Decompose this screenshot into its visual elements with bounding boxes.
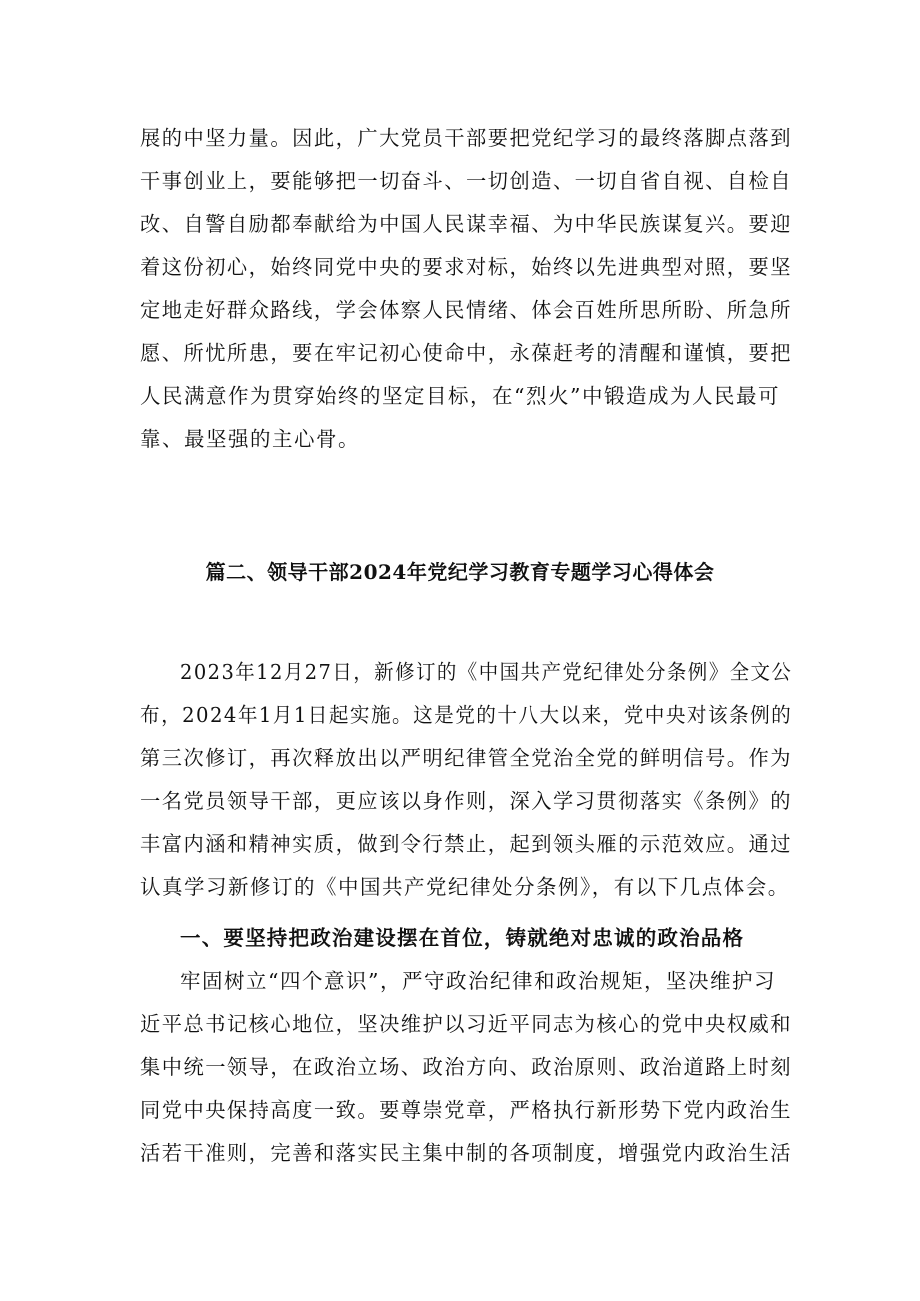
paragraph-line: 定地走好群众路线，学会体察人民情绪、体会百姓所思所盼、所急所 xyxy=(140,298,793,322)
paragraph-line: 展的中坚力量。因此，广大党员干部要把党纪学习的最终落脚点落到 xyxy=(140,126,793,150)
paragraph-line: 2023年12月27日，新修订的《中国共产党纪律处分条例》全文公 xyxy=(180,660,793,684)
paragraph-line: 第三次修订，再次释放出以严明纪律管全党治全党的鲜明信号。作为 xyxy=(140,746,793,770)
paragraph-line: 干事创业上，要能够把一切奋斗、一切创造、一切自省自视、自检自 xyxy=(140,169,793,193)
section-title: 篇二、领导干部2024年党纪学习教育专题学习心得体会 xyxy=(205,560,715,584)
paragraph-line: 同党中央保持高度一致。要尊崇党章，严格执行新形势下党内政治生 xyxy=(140,1098,793,1122)
paragraph-line: 认真学习新修订的《中国共产党纪律处分条例》，有以下几点体会。 xyxy=(140,875,790,899)
paragraph-line: 丰富内涵和精神实质，做到令行禁止，起到领头雁的示范效应。通过 xyxy=(140,832,793,856)
paragraph-line: 改、自警自励都奉献给为中国人民谋幸福、为中华民族谋复兴。要迎 xyxy=(140,212,793,236)
paragraph-line: 集中统一领导，在政治立场、政治方向、政治原则、政治道路上时刻 xyxy=(140,1055,793,1079)
paragraph-line: 布，2024年1月1日起实施。这是党的十八大以来，党中央对该条例的 xyxy=(140,703,793,727)
paragraph-line: 活若干准则，完善和落实民主集中制的各项制度，增强党内政治生活 xyxy=(140,1141,793,1165)
paragraph-line: 着这份初心，始终同党中央的要求对标，始终以先进典型对照，要坚 xyxy=(140,255,793,279)
paragraph-line: 人民满意作为贯穿始终的坚定目标，在“烈火”中锻造成为人民最可 xyxy=(140,384,780,408)
paragraph-line: 靠、最坚强的主心骨。 xyxy=(140,427,360,451)
paragraph-line: 一名党员领导干部，更应该以身作则，深入学习贯彻落实《条例》的 xyxy=(140,789,793,813)
paragraph-line: 愿、所忧所患，要在牢记初心使命中，永葆赶考的清醒和谨慎，要把 xyxy=(140,341,793,365)
paragraph-line: 牢固树立“四个意识”，严守政治纪律和政治规矩，坚决维护习 xyxy=(180,969,776,993)
subsection-heading: 一、要坚持把政治建设摆在首位，铸就绝对忠诚的政治品格 xyxy=(180,926,745,950)
paragraph-line: 近平总书记核心地位，坚决维护以习近平同志为核心的党中央权威和 xyxy=(140,1012,793,1036)
